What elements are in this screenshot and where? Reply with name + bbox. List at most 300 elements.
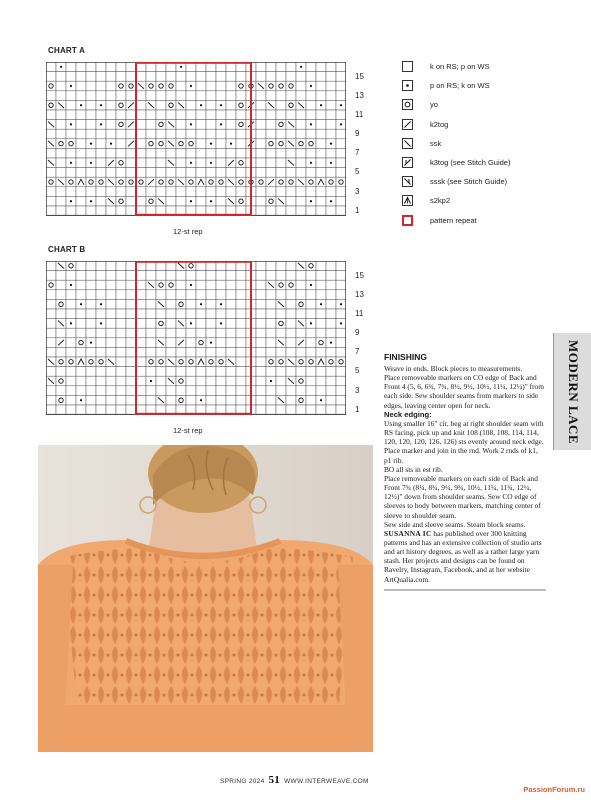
row-number: 1 bbox=[355, 206, 360, 215]
chart-cell bbox=[326, 177, 336, 187]
chart-cell bbox=[86, 395, 96, 405]
chart-cell bbox=[76, 148, 86, 158]
chart-cell bbox=[196, 148, 206, 158]
chart-cell bbox=[276, 357, 286, 367]
chart-cell bbox=[286, 110, 296, 120]
chart-cell bbox=[166, 386, 176, 396]
chart-cell bbox=[236, 168, 246, 178]
caret-up-icon bbox=[402, 195, 413, 206]
chart-cell bbox=[56, 81, 66, 91]
purl-symbol bbox=[100, 322, 102, 324]
chart-cell bbox=[266, 81, 276, 91]
purl-symbol bbox=[90, 342, 92, 344]
chart-cell bbox=[216, 271, 226, 281]
chart-cell bbox=[256, 196, 266, 206]
chart-cell bbox=[326, 357, 336, 367]
chart-cell bbox=[196, 386, 206, 396]
chart-cell bbox=[276, 158, 286, 168]
chart-cell bbox=[66, 338, 76, 348]
chart-cell bbox=[66, 110, 76, 120]
chart-cell bbox=[306, 376, 316, 386]
chart-cell bbox=[336, 62, 346, 72]
chart-cell bbox=[286, 100, 296, 110]
chart-cell bbox=[106, 62, 116, 72]
chart-cell bbox=[196, 72, 206, 82]
chart-cell bbox=[336, 139, 346, 149]
chart-cell bbox=[126, 319, 136, 329]
chart-cell bbox=[266, 271, 276, 281]
chart-cell bbox=[256, 338, 266, 348]
chart-cell bbox=[316, 405, 326, 415]
chart-cell bbox=[166, 168, 176, 178]
chart-cell bbox=[336, 187, 346, 197]
purl-symbol bbox=[190, 123, 192, 125]
chart-cell bbox=[116, 91, 126, 101]
chart-cell bbox=[216, 148, 226, 158]
chart-cell bbox=[276, 328, 286, 338]
chart-cell bbox=[336, 271, 346, 281]
chart-cell bbox=[326, 129, 336, 139]
chart-cell bbox=[276, 120, 286, 130]
chart-cell bbox=[176, 280, 186, 290]
chart-cell bbox=[56, 187, 66, 197]
purl-symbol bbox=[340, 303, 342, 305]
chart-cell bbox=[256, 367, 266, 377]
chart-cell bbox=[166, 367, 176, 377]
chart-cell bbox=[286, 271, 296, 281]
chart-cell bbox=[196, 91, 206, 101]
chart-cell bbox=[336, 148, 346, 158]
chart-cell bbox=[86, 62, 96, 72]
chart-cell bbox=[236, 120, 246, 130]
row-number: 3 bbox=[355, 386, 360, 395]
chart-cell bbox=[106, 100, 116, 110]
chart-cell bbox=[296, 299, 306, 309]
chart-cell bbox=[286, 299, 296, 309]
finishing-paragraph: Using smaller 16" cir, beg at right shoulder seam with RS facing, pick up and knit 108 (108, 108, 114, 114, 120, 120, 120, 126, 126) sts evenly around neck edge. Place marker and join in the rnd. Work 2 rnds of k1, p1 rib. bbox=[384, 418, 544, 465]
finishing-section bbox=[384, 352, 546, 591]
chart-cell bbox=[336, 110, 346, 120]
chart-cell bbox=[126, 395, 136, 405]
chart-cell bbox=[276, 177, 286, 187]
chart-cell bbox=[316, 328, 326, 338]
chart-cell bbox=[136, 91, 146, 101]
purl-symbol bbox=[100, 303, 102, 305]
purl-symbol bbox=[70, 322, 72, 324]
chart-cell bbox=[116, 357, 126, 367]
chart-cell bbox=[156, 187, 166, 197]
page-number: 51 bbox=[268, 774, 281, 786]
chart-cell bbox=[56, 386, 66, 396]
chart-cell bbox=[56, 328, 66, 338]
chart-cell bbox=[146, 271, 156, 281]
chart-cell bbox=[216, 395, 226, 405]
chart-cell bbox=[76, 367, 86, 377]
chart-cell bbox=[266, 328, 276, 338]
chart-cell bbox=[96, 386, 106, 396]
chart-cell bbox=[186, 187, 196, 197]
chart-cell bbox=[236, 271, 246, 281]
chart-cell bbox=[56, 168, 66, 178]
row-number: 13 bbox=[355, 290, 364, 299]
legend-item-purl bbox=[402, 76, 562, 95]
chart-cell bbox=[326, 347, 336, 357]
chart-cell bbox=[166, 280, 176, 290]
chart-cell bbox=[96, 338, 106, 348]
chart-cell bbox=[76, 206, 86, 216]
chart-cell bbox=[106, 148, 116, 158]
legend-label: k2tog bbox=[430, 119, 449, 129]
chart-cell bbox=[116, 139, 126, 149]
chart-cell bbox=[306, 62, 316, 72]
chart-cell bbox=[296, 168, 306, 178]
chart-cell bbox=[316, 168, 326, 178]
chart-cell bbox=[76, 405, 86, 415]
chart-cell bbox=[46, 309, 56, 319]
purl-symbol bbox=[70, 85, 72, 87]
chart-cell bbox=[126, 338, 136, 348]
chart-cell bbox=[236, 299, 246, 309]
chart-cell bbox=[146, 319, 156, 329]
chart-cell bbox=[46, 386, 56, 396]
purl-symbol bbox=[340, 322, 342, 324]
chart-cell bbox=[126, 328, 136, 338]
purl-symbol bbox=[70, 162, 72, 164]
chart-cell bbox=[136, 367, 146, 377]
chart-cell bbox=[156, 129, 166, 139]
chart-cell bbox=[126, 290, 136, 300]
purl-symbol bbox=[310, 200, 312, 202]
chart-cell bbox=[146, 386, 156, 396]
slash-left-icon bbox=[402, 138, 413, 149]
chart-cell bbox=[116, 110, 126, 120]
chart-cell bbox=[156, 158, 166, 168]
legend-item-s2kp2 bbox=[402, 191, 562, 210]
purl-symbol bbox=[100, 104, 102, 106]
chart-cell bbox=[136, 357, 146, 367]
purl-symbol bbox=[190, 162, 192, 164]
chart-cell bbox=[146, 187, 156, 197]
chart-cell bbox=[276, 261, 286, 271]
chart-cell bbox=[96, 309, 106, 319]
chart-cell bbox=[186, 299, 196, 309]
chart-cell bbox=[336, 395, 346, 405]
chart-cell bbox=[166, 110, 176, 120]
chart-cell bbox=[306, 328, 316, 338]
chart-cell bbox=[126, 271, 136, 281]
chart-cell bbox=[316, 158, 326, 168]
chart-cell bbox=[106, 395, 116, 405]
chart-cell bbox=[96, 290, 106, 300]
chart-cell bbox=[86, 129, 96, 139]
chart-cell bbox=[146, 110, 156, 120]
chart-cell bbox=[296, 357, 306, 367]
purl-symbol bbox=[320, 399, 322, 401]
chart-cell bbox=[226, 81, 236, 91]
designer-name: SUSANNA IC bbox=[384, 528, 432, 538]
chart-cell bbox=[146, 338, 156, 348]
purl-symbol bbox=[220, 104, 222, 106]
purl-symbol bbox=[190, 200, 192, 202]
chart-cell bbox=[96, 280, 106, 290]
chart-cell bbox=[236, 376, 246, 386]
chart-cell bbox=[186, 271, 196, 281]
chart-cell bbox=[86, 357, 96, 367]
chart-cell bbox=[316, 110, 326, 120]
chart-cell bbox=[336, 280, 346, 290]
finishing-paragraph: Place removeable markers on each side of Back and Front 7¾ (8¼, 8¾, 9¼, 9¾, 10½, 11¼, 11¾, 12¼, 12½)" down from shoulder seams. Sew CO edge of sleeves to body between markers, matching center of sleeve to shoulder seam. bbox=[384, 473, 541, 520]
purl-symbol bbox=[180, 66, 182, 68]
chart-cell bbox=[126, 91, 136, 101]
chart-cell bbox=[236, 139, 246, 149]
chart-cell bbox=[66, 62, 76, 72]
chart-cell bbox=[146, 81, 156, 91]
chart-cell bbox=[186, 168, 196, 178]
chart-cell bbox=[276, 100, 286, 110]
chart-cell bbox=[66, 187, 76, 197]
chart-cell bbox=[236, 290, 246, 300]
row-number: 5 bbox=[355, 366, 360, 375]
chart-cell bbox=[216, 357, 226, 367]
chart-cell bbox=[76, 81, 86, 91]
finishing-heading: FINISHING bbox=[384, 352, 427, 362]
chart-cell bbox=[236, 328, 246, 338]
chart-cell bbox=[276, 280, 286, 290]
chart-cell bbox=[46, 395, 56, 405]
chart-cell bbox=[146, 357, 156, 367]
chart-cell bbox=[106, 72, 116, 82]
chart-cell bbox=[316, 139, 326, 149]
chart-cell bbox=[256, 319, 266, 329]
chart-cell bbox=[256, 290, 266, 300]
chart-cell bbox=[256, 91, 266, 101]
chart-cell bbox=[256, 148, 266, 158]
chart-cell bbox=[326, 206, 336, 216]
chart-cell bbox=[336, 376, 346, 386]
chart-cell bbox=[106, 129, 116, 139]
chart-cell bbox=[176, 196, 186, 206]
chart-cell bbox=[216, 81, 226, 91]
chart-cell bbox=[46, 261, 56, 271]
chart-cell bbox=[276, 148, 286, 158]
chart-cell bbox=[296, 280, 306, 290]
chart-cell bbox=[326, 261, 336, 271]
chart-cell bbox=[126, 261, 136, 271]
chart-cell bbox=[176, 299, 186, 309]
chart-cell bbox=[66, 271, 76, 281]
chart-cell bbox=[186, 386, 196, 396]
chart-cell bbox=[306, 168, 316, 178]
chart-cell bbox=[116, 177, 126, 187]
chart-cell bbox=[76, 72, 86, 82]
chart-cell bbox=[76, 347, 86, 357]
chart-cell bbox=[326, 280, 336, 290]
chart-cell bbox=[76, 271, 86, 281]
chart-cell bbox=[176, 139, 186, 149]
chart-cell bbox=[316, 347, 326, 357]
purl-symbol bbox=[320, 303, 322, 305]
chart-cell bbox=[146, 168, 156, 178]
chart-cell bbox=[76, 62, 86, 72]
chart-cell bbox=[316, 81, 326, 91]
chart-cell bbox=[226, 72, 236, 82]
chart-cell bbox=[116, 376, 126, 386]
chart-cell bbox=[66, 100, 76, 110]
chart-cell bbox=[46, 328, 56, 338]
chart-cell bbox=[166, 328, 176, 338]
legend-item-ssk bbox=[402, 134, 562, 153]
chart-cell bbox=[156, 91, 166, 101]
chart-cell bbox=[46, 367, 56, 377]
chart-cell bbox=[296, 347, 306, 357]
chart-cell bbox=[176, 110, 186, 120]
purl-symbol bbox=[210, 143, 212, 145]
chart-cell bbox=[96, 376, 106, 386]
chart-a-grid bbox=[46, 62, 346, 216]
chart-cell bbox=[136, 196, 146, 206]
chart-cell bbox=[126, 129, 136, 139]
chart-cell bbox=[236, 91, 246, 101]
chart-cell bbox=[156, 347, 166, 357]
chart-cell bbox=[76, 196, 86, 206]
chart-cell bbox=[296, 110, 306, 120]
purl-symbol bbox=[310, 85, 312, 87]
chart-cell bbox=[286, 261, 296, 271]
chart-cell bbox=[316, 386, 326, 396]
chart-cell bbox=[86, 405, 96, 415]
chart-cell bbox=[96, 367, 106, 377]
chart-cell bbox=[96, 158, 106, 168]
chart-cell bbox=[306, 357, 316, 367]
chart-cell bbox=[106, 328, 116, 338]
chart-cell bbox=[156, 280, 166, 290]
chart-cell bbox=[306, 139, 316, 149]
chart-cell bbox=[76, 338, 86, 348]
chart-cell bbox=[186, 376, 196, 386]
purl-symbol bbox=[330, 200, 332, 202]
chart-cell bbox=[146, 91, 156, 101]
chart-cell bbox=[316, 261, 326, 271]
chart-cell bbox=[116, 81, 126, 91]
chart-cell bbox=[136, 338, 146, 348]
purl-symbol bbox=[340, 123, 342, 125]
chart-cell bbox=[336, 129, 346, 139]
chart-cell bbox=[156, 386, 166, 396]
chart-a bbox=[46, 62, 346, 216]
chart-cell bbox=[326, 376, 336, 386]
chart-cell bbox=[186, 395, 196, 405]
chart-cell bbox=[256, 120, 266, 130]
chart-cell bbox=[286, 81, 296, 91]
chart-cell bbox=[326, 271, 336, 281]
chart-cell bbox=[86, 168, 96, 178]
chart-cell bbox=[286, 338, 296, 348]
finishing-paragraph: Weave in ends. Block pieces to measurements. bbox=[384, 364, 523, 373]
chart-cell bbox=[316, 148, 326, 158]
chart-cell bbox=[136, 177, 146, 187]
purl-symbol bbox=[80, 104, 82, 106]
chart-cell bbox=[216, 309, 226, 319]
chart-cell bbox=[96, 177, 106, 187]
chart-cell bbox=[336, 386, 346, 396]
purl-symbol bbox=[310, 322, 312, 324]
chart-cell bbox=[166, 309, 176, 319]
chart-cell bbox=[326, 309, 336, 319]
chart-cell bbox=[86, 261, 96, 271]
chart-cell bbox=[306, 367, 316, 377]
chart-cell bbox=[156, 72, 166, 82]
chart-cell bbox=[276, 62, 286, 72]
chart-cell bbox=[76, 120, 86, 130]
chart-cell bbox=[326, 168, 336, 178]
end-rule bbox=[384, 589, 546, 591]
chart-cell bbox=[116, 158, 126, 168]
purl-symbol bbox=[340, 104, 342, 106]
chart-cell bbox=[276, 309, 286, 319]
chart-cell bbox=[176, 347, 186, 357]
chart-cell bbox=[326, 110, 336, 120]
chart-cell bbox=[236, 81, 246, 91]
chart-cell bbox=[146, 196, 156, 206]
chart-cell bbox=[96, 187, 106, 197]
chart-cell bbox=[136, 395, 146, 405]
chart-cell bbox=[56, 347, 66, 357]
chart-cell bbox=[146, 395, 156, 405]
chart-cell bbox=[196, 187, 206, 197]
chart-cell bbox=[216, 280, 226, 290]
watermark: PassionForum.ru bbox=[523, 785, 585, 794]
chart-cell bbox=[176, 81, 186, 91]
chart-cell bbox=[296, 405, 306, 415]
chart-cell bbox=[296, 309, 306, 319]
chart-cell bbox=[86, 187, 96, 197]
chart-cell bbox=[46, 405, 56, 415]
chart-cell bbox=[136, 129, 146, 139]
chart-cell bbox=[266, 120, 276, 130]
chart-cell bbox=[266, 62, 276, 72]
chart-cell bbox=[326, 405, 336, 415]
chart-cell bbox=[286, 187, 296, 197]
chart-cell bbox=[206, 148, 216, 158]
chart-cell bbox=[116, 148, 126, 158]
chart-cell bbox=[286, 280, 296, 290]
chart-cell bbox=[236, 110, 246, 120]
chart-cell bbox=[146, 72, 156, 82]
chart-cell bbox=[186, 347, 196, 357]
chart-cell bbox=[146, 139, 156, 149]
chart-cell bbox=[156, 328, 166, 338]
chart-cell bbox=[276, 206, 286, 216]
chart-cell bbox=[226, 110, 236, 120]
chart-cell bbox=[196, 367, 206, 377]
chart-cell bbox=[306, 261, 316, 271]
chart-cell bbox=[136, 319, 146, 329]
purl-symbol bbox=[200, 303, 202, 305]
purl-symbol bbox=[70, 123, 72, 125]
chart-cell bbox=[76, 129, 86, 139]
legend-item-sssk bbox=[402, 172, 562, 191]
chart-cell bbox=[226, 148, 236, 158]
chart-cell bbox=[66, 129, 76, 139]
chart-cell bbox=[226, 367, 236, 377]
chart-cell bbox=[276, 72, 286, 82]
chart-cell bbox=[206, 299, 216, 309]
chart-cell bbox=[126, 347, 136, 357]
chart-cell bbox=[206, 386, 216, 396]
chart-cell bbox=[336, 405, 346, 415]
chart-cell bbox=[176, 395, 186, 405]
chart-cell bbox=[266, 395, 276, 405]
